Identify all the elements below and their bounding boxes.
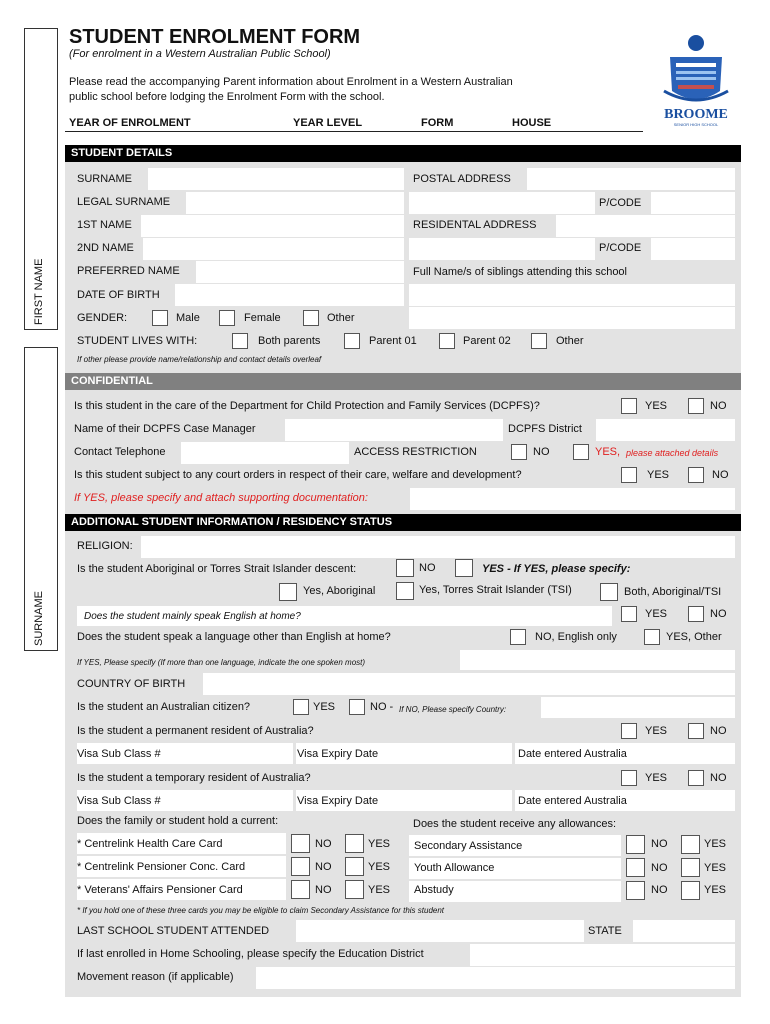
intro-text-2: public school before lodging the Enrolment Form with the school. xyxy=(69,91,385,103)
allowance3-no-label: NO xyxy=(651,884,668,896)
residential-pcode-input[interactable] xyxy=(651,238,735,260)
temporary-yes-label: YES xyxy=(645,772,668,784)
atsi-aboriginal-checkbox[interactable] xyxy=(279,583,297,601)
permanent-visa-subclass-label: Visa Sub Class # xyxy=(77,748,161,760)
atsi-no-label: NO xyxy=(419,562,436,574)
atsi-aboriginal-label: Yes, Aboriginal xyxy=(303,585,376,597)
allowance2-yes-checkbox[interactable] xyxy=(681,858,700,877)
residential-address-input[interactable] xyxy=(556,215,735,237)
atsi-tsi-label: Yes, Torres Strait Islander (TSI) xyxy=(419,584,572,596)
gender-male-label: Male xyxy=(176,312,200,324)
court-details-input[interactable] xyxy=(410,488,735,510)
allowance3-label: Abstudy xyxy=(414,884,454,896)
card1-no-label: NO xyxy=(315,838,332,850)
court-yes-checkbox[interactable] xyxy=(621,467,637,483)
first-name-input[interactable] xyxy=(141,215,404,237)
religion-label: RELIGION: xyxy=(77,540,133,552)
atsi-yes-checkbox[interactable] xyxy=(455,559,473,577)
movement-reason-label: Movement reason (if applicable) xyxy=(77,971,234,983)
access-yes-note: please attached details xyxy=(626,448,719,458)
postal-address-line2-input[interactable] xyxy=(409,192,595,214)
student-details-header: STUDENT DETAILS xyxy=(65,145,741,162)
contact-telephone-input[interactable] xyxy=(181,442,349,464)
atsi-both-label: Both, Aboriginal/TSI xyxy=(624,586,722,598)
residential-pcode-label: P/CODE xyxy=(599,242,642,254)
visa-separator xyxy=(512,743,515,764)
year-of-enrolment-label: YEAR OF ENROLMENT xyxy=(69,117,191,129)
legal-surname-label: LEGAL SURNAME xyxy=(77,196,171,208)
english-only-checkbox[interactable] xyxy=(510,629,526,645)
english-yes-checkbox[interactable] xyxy=(621,606,637,622)
dcpfs-district-input[interactable] xyxy=(596,419,735,441)
dcpfs-no-label: NO xyxy=(710,400,727,412)
allowance1-yes-label: YES xyxy=(704,838,727,850)
card1-yes-checkbox[interactable] xyxy=(345,834,364,853)
permanent-no-checkbox[interactable] xyxy=(688,723,704,739)
postal-address-label: POSTAL ADDRESS xyxy=(413,173,511,185)
atsi-question: Is the student Aboriginal or Torres Strait Islander descent: xyxy=(77,563,357,575)
logo-text: BROOME xyxy=(664,107,728,122)
intro-text-1: Please read the accompanying Parent information about Enrolment in a Western Australian xyxy=(69,76,513,88)
court-if-yes-label: If YES, please specify and attach supporting documentation: xyxy=(74,492,368,504)
citizen-no-checkbox[interactable] xyxy=(349,699,365,715)
access-no-label: NO xyxy=(533,446,550,458)
siblings-label: Full Name/s of siblings attending this school xyxy=(413,266,627,278)
country-of-birth-label: COUNTRY OF BIRTH xyxy=(77,678,186,690)
preferred-name-input[interactable] xyxy=(196,261,404,283)
second-name-label: 2ND NAME xyxy=(77,242,134,254)
lives-both-parents-checkbox[interactable] xyxy=(232,333,248,349)
permanent-no-label: NO xyxy=(710,725,727,737)
atsi-both-checkbox[interactable] xyxy=(600,583,618,601)
gender-female-checkbox[interactable] xyxy=(219,310,235,326)
first-name-label-field: 1ST NAME xyxy=(77,219,132,231)
atsi-yes-label: YES - If YES, please specify: xyxy=(482,563,631,575)
temporary-no-checkbox[interactable] xyxy=(688,770,704,786)
language-specify-input[interactable] xyxy=(460,650,735,670)
postal-address-input[interactable] xyxy=(527,168,735,190)
case-manager-label: Name of their DCPFS Case Manager xyxy=(74,423,256,435)
court-orders-question: Is this student subject to any court orders in respect of their care, welfare and development? xyxy=(74,469,522,481)
allowance1-no-checkbox[interactable] xyxy=(626,835,645,854)
temporary-visa-row xyxy=(77,790,735,811)
dcpfs-yes-label: YES xyxy=(645,400,668,412)
other-language-question: Does the student speak a language other than English at home? xyxy=(77,631,391,643)
allowance1-no-label: NO xyxy=(651,838,668,850)
english-question: Does the student mainly speak English at home? xyxy=(84,611,301,622)
surname-label: SURNAME xyxy=(33,590,45,646)
permanent-yes-checkbox[interactable] xyxy=(621,723,637,739)
citizen-yes-label: YES xyxy=(313,701,336,713)
permanent-visa-row xyxy=(77,743,735,764)
page-subtitle: (For enrolment in a Western Australian Public School) xyxy=(69,48,331,60)
atsi-no-checkbox[interactable] xyxy=(396,559,414,577)
gender-male-checkbox[interactable] xyxy=(152,310,168,326)
dcpfs-question: Is this student in the care of the Department for Child Protection and Family Services (DCPFS)? xyxy=(74,400,540,412)
school-logo xyxy=(660,33,732,129)
other-language-yes-label: YES, Other xyxy=(666,631,722,643)
allowance1-yes-checkbox[interactable] xyxy=(681,835,700,854)
permanent-visa-expiry-label: Visa Expiry Date xyxy=(297,748,379,760)
allowance2-label: Youth Allowance xyxy=(414,862,495,874)
header-divider xyxy=(65,131,643,132)
confidential-header: CONFIDENTIAL xyxy=(65,373,741,390)
residential-address-line2-input[interactable] xyxy=(409,238,595,260)
card2-no-label: NO xyxy=(315,861,332,873)
card2-no-checkbox[interactable] xyxy=(291,857,310,876)
lives-with-label: STUDENT LIVES WITH: xyxy=(77,335,198,347)
gender-female-label: Female xyxy=(244,312,281,324)
dcpfs-no-checkbox[interactable] xyxy=(688,398,704,414)
citizen-no-label: NO - xyxy=(370,701,394,713)
lives-other-checkbox[interactable] xyxy=(531,333,547,349)
court-no-checkbox[interactable] xyxy=(688,467,704,483)
card3-no-checkbox[interactable] xyxy=(291,880,310,899)
state-input[interactable] xyxy=(633,920,735,942)
house-label: HOUSE xyxy=(512,117,552,129)
form-label: FORM xyxy=(421,117,454,129)
date-of-birth-input[interactable] xyxy=(175,284,404,306)
citizen-no-note: If NO, Please specify Country: xyxy=(399,705,507,714)
state-label: STATE xyxy=(588,925,622,937)
citizen-question: Is the student an Australian citizen? xyxy=(77,701,251,713)
postal-pcode-input[interactable] xyxy=(651,192,735,214)
siblings-input-2[interactable] xyxy=(409,307,735,329)
lives-parent01-checkbox[interactable] xyxy=(344,333,360,349)
visa-separator xyxy=(293,790,296,811)
receive-allowances-label: Does the student receive any allowances: xyxy=(413,818,617,830)
court-no-label: NO xyxy=(712,469,729,481)
year-level-label: YEAR LEVEL xyxy=(293,117,363,129)
logo-subtext: SENIOR HIGH SCHOOL xyxy=(673,122,719,127)
temporary-visa-subclass-label: Visa Sub Class # xyxy=(77,795,161,807)
siblings-input-1[interactable] xyxy=(409,284,735,306)
english-no-label: NO xyxy=(710,608,727,620)
card3-label: * Veterans' Affairs Pensioner Card xyxy=(77,884,243,896)
contact-telephone-label: Contact Telephone xyxy=(74,446,166,458)
second-name-input[interactable] xyxy=(143,238,404,260)
english-yes-label: YES xyxy=(645,608,668,620)
temporary-no-label: NO xyxy=(710,772,727,784)
card1-no-checkbox[interactable] xyxy=(291,834,310,853)
surname-label: SURNAME xyxy=(77,173,133,185)
religion-input[interactable] xyxy=(141,536,735,558)
card2-yes-label: YES xyxy=(368,861,391,873)
access-restriction-label: ACCESS RESTRICTION xyxy=(354,446,477,458)
permanent-yes-label: YES xyxy=(645,725,668,737)
home-schooling-label: If last enrolled in Home Schooling, please specify the Education District xyxy=(77,948,424,960)
gender-label: GENDER: xyxy=(77,312,128,324)
card3-yes-label: YES xyxy=(368,884,391,896)
preferred-name-label: PREFERRED NAME xyxy=(77,265,180,277)
legal-surname-input[interactable] xyxy=(186,192,404,214)
allowance2-yes-label: YES xyxy=(704,862,727,874)
card1-label: * Centrelink Health Care Card xyxy=(77,838,223,850)
first-name-label: FIRST NAME xyxy=(33,258,45,325)
movement-reason-input[interactable] xyxy=(256,967,735,989)
lives-parent01-label: Parent 01 xyxy=(369,335,417,347)
card2-yes-checkbox[interactable] xyxy=(345,857,364,876)
access-yes-checkbox[interactable] xyxy=(573,444,589,460)
lives-with-note: If other please provide name/relationship and contact details overleaf xyxy=(77,355,322,364)
gender-other-label: Other xyxy=(327,312,355,324)
allowance3-no-checkbox[interactable] xyxy=(626,881,645,900)
visa-separator xyxy=(512,790,515,811)
allowance3-yes-label: YES xyxy=(704,884,727,896)
lives-parent02-label: Parent 02 xyxy=(463,335,511,347)
case-manager-input[interactable] xyxy=(285,419,503,441)
card3-yes-checkbox[interactable] xyxy=(345,880,364,899)
lives-other-label: Other xyxy=(556,335,584,347)
other-language-yes-checkbox[interactable] xyxy=(644,629,660,645)
citizen-country-input[interactable] xyxy=(541,697,735,718)
first-name-tab xyxy=(24,28,58,330)
english-only-label: NO, English only xyxy=(535,631,617,643)
card1-yes-label: YES xyxy=(368,838,391,850)
visa-separator xyxy=(293,743,296,764)
atsi-tsi-checkbox[interactable] xyxy=(396,582,414,600)
temporary-resident-question: Is the student a temporary resident of Australia? xyxy=(77,772,311,784)
language-note: If YES, Please specify (If more than one language, indicate the one spoken most) xyxy=(77,658,366,667)
allowance1-label: Secondary Assistance xyxy=(414,840,523,852)
last-school-label: LAST SCHOOL STUDENT ATTENDED xyxy=(77,925,270,937)
permanent-date-entered-label: Date entered Australia xyxy=(518,748,627,760)
english-no-checkbox[interactable] xyxy=(688,606,704,622)
page-title: STUDENT ENROLMENT FORM xyxy=(69,26,361,48)
court-yes-label: YES xyxy=(647,469,670,481)
lives-parent02-checkbox[interactable] xyxy=(439,333,455,349)
permanent-resident-question: Is the student a permanent resident of Australia? xyxy=(77,725,314,737)
hold-current-label: Does the family or student hold a current: xyxy=(77,815,279,827)
allowance3-yes-checkbox[interactable] xyxy=(681,881,700,900)
country-of-birth-input[interactable] xyxy=(203,673,735,695)
surname-tab xyxy=(24,347,58,651)
residential-address-label: RESIDENTAL ADDRESS xyxy=(413,219,537,231)
dcpfs-yes-checkbox[interactable] xyxy=(621,398,637,414)
postal-pcode-label: P/CODE xyxy=(599,197,642,209)
allowance2-no-checkbox[interactable] xyxy=(626,858,645,877)
access-yes-label: YES, xyxy=(595,446,621,458)
home-schooling-input[interactable] xyxy=(470,944,735,966)
last-school-input[interactable] xyxy=(296,920,584,942)
cards-note: * If you hold one of these three cards you may be eligible to claim Secondary Assistance for this student xyxy=(77,906,445,915)
card2-label: * Centrelink Pensioner Conc. Card xyxy=(77,861,246,873)
date-of-birth-label: DATE OF BIRTH xyxy=(77,289,160,301)
gender-other-checkbox[interactable] xyxy=(303,310,319,326)
dcpfs-district-label: DCPFS District xyxy=(508,423,582,435)
additional-info-header: ADDITIONAL STUDENT INFORMATION / RESIDENCY STATUS xyxy=(65,514,741,531)
lives-both-parents-label: Both parents xyxy=(258,335,321,347)
card3-no-label: NO xyxy=(315,884,332,896)
access-no-checkbox[interactable] xyxy=(511,444,527,460)
citizen-yes-checkbox[interactable] xyxy=(293,699,309,715)
temporary-date-entered-label: Date entered Australia xyxy=(518,795,627,807)
allowance2-no-label: NO xyxy=(651,862,668,874)
surname-input[interactable] xyxy=(148,168,404,190)
temporary-visa-expiry-label: Visa Expiry Date xyxy=(297,795,379,807)
temporary-yes-checkbox[interactable] xyxy=(621,770,637,786)
